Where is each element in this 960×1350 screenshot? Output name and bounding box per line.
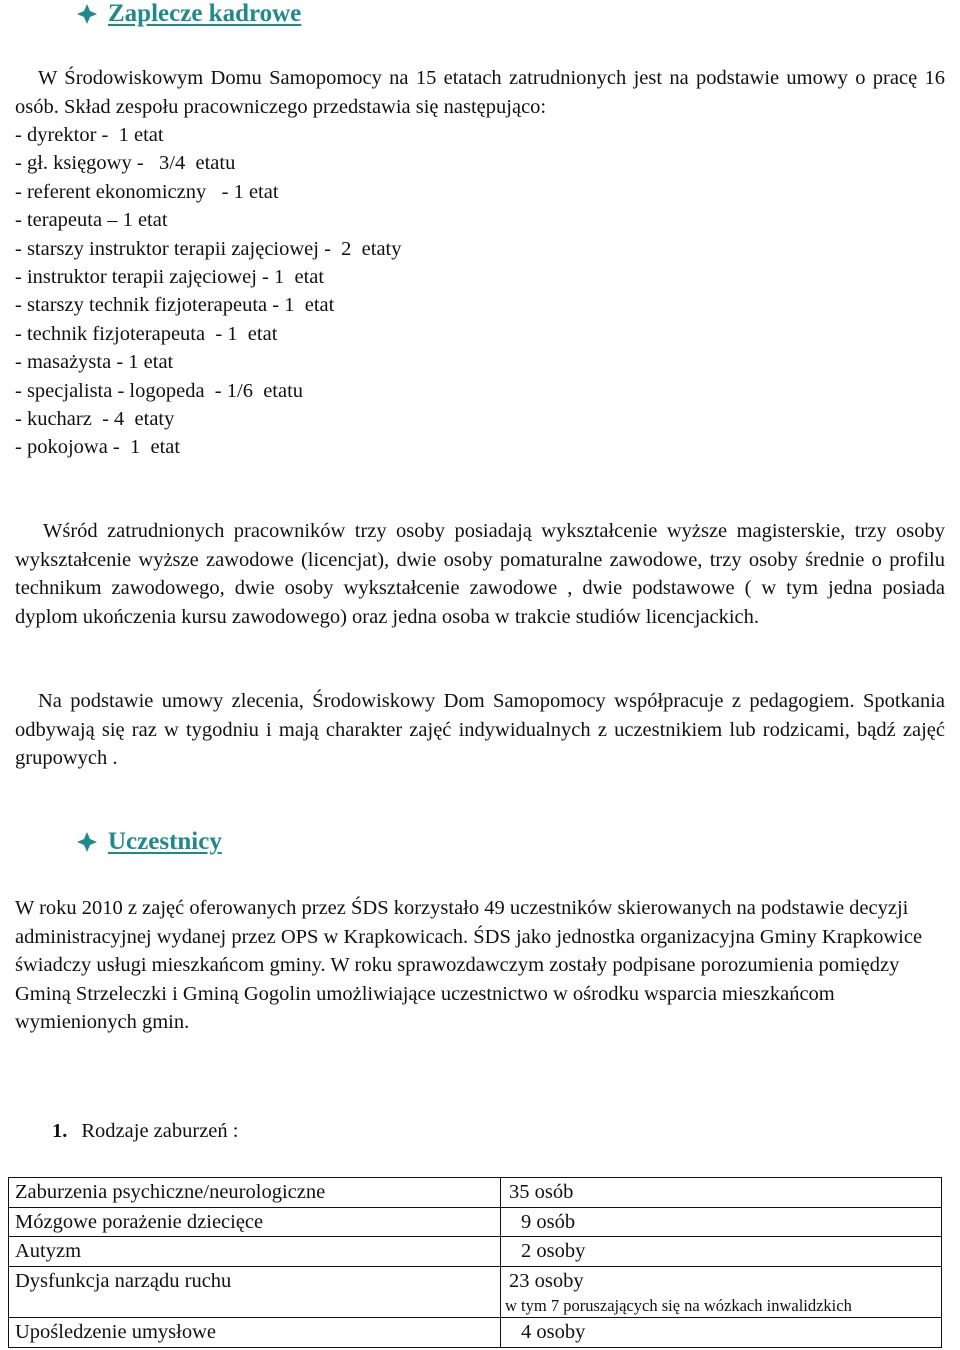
- disorder-count: [501, 1178, 942, 1208]
- diamond-bullet-icon: [76, 3, 98, 25]
- staff-intro: W Środowiskowym Domu Samopomocy na 15 etatach zatrudnionych jest na podstawie umowy o pracę 16 osób. Skład zespołu pracowniczego przedstawia się następująco:: [15, 67, 945, 118]
- table-row: [9, 1266, 942, 1318]
- disorders-heading: [52, 1120, 238, 1143]
- disorders-table: [8, 1177, 942, 1348]
- disorder-name: Zaburzenia psychiczne/neurologiczne: [9, 1178, 501, 1208]
- participants-paragraph: W roku 2010 z zajęć oferowanych przez ŚDS korzystało 49 uczestników skierowanych na podstawie decyzji administracyjnej wydanej przez OPS w Krapkowicach. ŚDS jako jednostka organizacyjna Gminy Krapkowice świadczy usługi mieszkańcom gminy. W roku sprawozdawczym zostały podpisane porozumienia pomiędzy Gminą Strzeleczki i Gminą Gogolin umożliwiające uczestnictwo w ośrodku wsparcia mieszkańcom wymienionych gmin.: [15, 897, 923, 1033]
- count-value: 2 osoby: [521, 1240, 586, 1262]
- section-title: Zaplecze kadrowe: [108, 0, 302, 27]
- list-item: - dyrektor - 1 etat: [15, 124, 164, 146]
- count-value: 4 osoby: [521, 1321, 586, 1343]
- disorder-name: Upośledzenie umysłowe: [9, 1318, 501, 1348]
- list-item: - masażysta - 1 etat: [15, 351, 174, 374]
- table-row: [9, 1318, 942, 1348]
- table-row: [9, 1207, 942, 1237]
- disorder-count: [501, 1207, 942, 1237]
- list-item: - technik fizjoterapeuta - 1 etat: [15, 322, 278, 345]
- list-item: - starszy instruktor terapii zajęciowej - 2 etaty: [15, 237, 402, 260]
- disorder-name: Dysfunkcja narządu ruchu: [9, 1266, 501, 1318]
- diamond-bullet-icon: [76, 831, 98, 853]
- list-item: - starszy technik fizjoterapeuta - 1 etat: [15, 294, 335, 317]
- contract-paragraph: Na podstawie umowy zlecenia, Środowiskowy Dom Samopomocy współpracuje z pedagogiem. Spotkania odbywają się raz w tygodniu i mają charakter zajęć indywidualnych z uczestnikiem lub rodzicami, bądź zajęć grupowych .: [15, 690, 945, 769]
- list-item: - kucharz - 4 etaty: [15, 408, 175, 431]
- list-item: - terapeuta – 1 etat: [15, 209, 168, 232]
- count-value: 23 osoby: [509, 1269, 584, 1292]
- list-title: Rodzaje zaburzeń :: [81, 1120, 239, 1142]
- disorder-count: [501, 1318, 942, 1348]
- count-value: 35 osób: [509, 1181, 574, 1203]
- list-number: 1.: [52, 1120, 68, 1142]
- list-item: - specjalista - logopeda - 1/6 etatu: [15, 379, 304, 402]
- list-item: - instruktor terapii zajęciowej - 1 etat: [15, 266, 325, 289]
- count-value: 9 osób: [521, 1210, 576, 1233]
- disorder-count: [501, 1237, 942, 1267]
- staff-list: [15, 121, 402, 462]
- section-heading-participants: [76, 828, 222, 856]
- table-row: [9, 1237, 942, 1267]
- table-row: [9, 1178, 942, 1208]
- disorder-count: [501, 1266, 942, 1318]
- disorder-name: Autyzm: [9, 1237, 501, 1267]
- list-item: - gł. księgowy - 3/4 etatu: [15, 152, 236, 175]
- count-note: w tym 7 poruszających się na wózkach inwalidzkich: [505, 1296, 852, 1315]
- list-item: - pokojowa - 1 etat: [15, 436, 181, 459]
- disorder-name: Mózgowe porażenie dziecięce: [9, 1207, 501, 1237]
- section-title: Uczestnicy: [108, 828, 222, 855]
- section-heading-staff: [76, 0, 301, 28]
- education-paragraph: Wśród zatrudnionych pracowników trzy osoby posiadają wykształcenie wyższe magisterskie, trzy osoby wykształcenie wyższe zawodowe (licencjat), dwie osoby pomaturalne zawodowe, trzy osoby średnie o profilu technikum zawodowego, dwie osoby wykształcenie zawodowe , dwie podstawowe ( w tym jedna posiada dyplom ukończenia kursu zawodowego) oraz jedna osoba w trakcie studiów licencjackich.: [15, 520, 945, 628]
- list-item: - referent ekonomiczny - 1 etat: [15, 180, 279, 203]
